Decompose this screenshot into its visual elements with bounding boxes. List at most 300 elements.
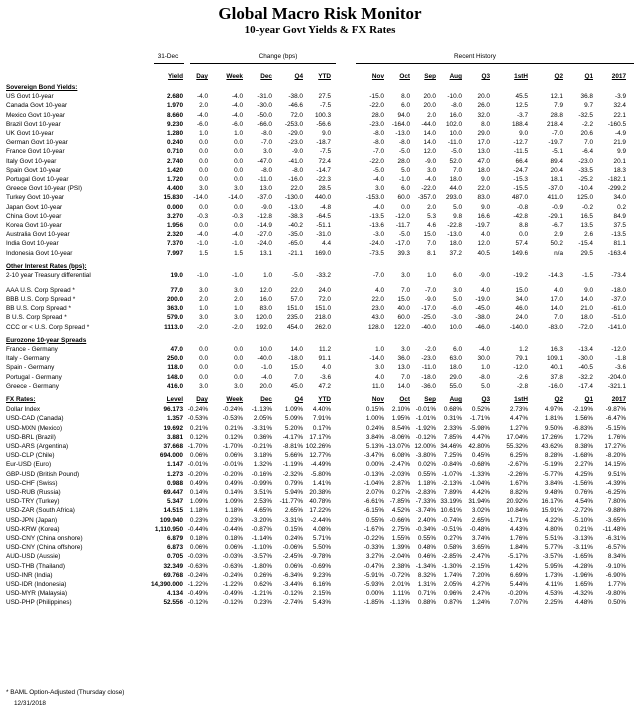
cell-oct: -0.66%	[389, 516, 410, 524]
cell-q2: 218.4	[547, 120, 563, 128]
cell-dec: 4.65%	[253, 507, 272, 515]
cell-nov: -0.47%	[363, 562, 384, 570]
cell-sep: 0.02%	[417, 461, 436, 469]
cell-q1: -33.5	[578, 166, 593, 174]
cell-aug: -5.0	[450, 148, 462, 156]
cell-aug: -8.0	[450, 102, 462, 110]
cell-day: 0.0	[199, 364, 208, 372]
col-header-q4: Q4	[294, 395, 303, 403]
cell-q4: 0.06%	[284, 562, 303, 570]
cell-yield: 4.400	[167, 185, 183, 193]
cell-sep: 3.0	[427, 166, 436, 174]
cell-q1: -32.5	[578, 111, 593, 119]
cell-week: -4.0	[231, 231, 243, 239]
cell-firsth: 1.76%	[509, 534, 528, 542]
cell-yield: 2.320	[167, 231, 183, 239]
cell-ytd: -4.8	[319, 203, 331, 211]
row-label: USD-JPN (Japan)	[6, 516, 58, 524]
col-header-ytd: YTD	[318, 395, 331, 403]
cell-day: -1.0	[196, 240, 208, 248]
cell-day: 0.0	[199, 203, 208, 211]
cell-oct: -8.06%	[389, 433, 410, 441]
cell-sep: 1.31%	[417, 580, 436, 588]
cell-dec: 2.53%	[253, 498, 272, 506]
cell-y2017: 9.51%	[607, 470, 626, 478]
cell-q1: -1.96%	[572, 571, 593, 579]
cell-firsth: 6.25%	[509, 452, 528, 460]
col-header-q3: Q3	[481, 395, 490, 403]
cell-aug: 0.58%	[443, 544, 462, 552]
cell-aug: 3.0	[453, 286, 462, 294]
cell-y2017: -6.57%	[605, 544, 626, 552]
cell-sep: 14.0	[423, 130, 436, 137]
cell-sep: -0.12%	[415, 433, 436, 441]
cell-dec: -14.9	[257, 222, 272, 229]
cell-week: -6.0	[231, 120, 243, 128]
cell-day: 0.0	[199, 139, 208, 147]
cell-ytd: -51.1	[316, 222, 331, 229]
cell-q3: 0.45%	[471, 452, 490, 460]
row-label: USD-MYR (Malaysia)	[6, 590, 68, 598]
cell-yield: 19.692	[163, 424, 183, 432]
cell-q1: -6.83%	[572, 424, 593, 432]
cell-q3: -46.0	[475, 323, 490, 331]
cell-day: -0.44%	[187, 525, 208, 533]
cell-week: 3.0	[234, 286, 243, 294]
cell-q3: 17.0	[477, 139, 490, 147]
cell-q4: -8.81%	[282, 442, 303, 450]
col-header-ytd: YTD	[318, 73, 331, 80]
cell-nov: -22.0	[369, 157, 384, 165]
cell-ytd: 4.4	[322, 240, 331, 248]
cell-day: -2.0	[196, 323, 208, 331]
cell-oct: 7.0	[401, 373, 410, 381]
cell-q1: -15.4	[578, 240, 593, 248]
cell-aug: -13.0	[447, 231, 462, 239]
section-title-text: Other Interest Rates (bps):	[6, 262, 87, 270]
cell-nov: -24.0	[369, 240, 384, 248]
cell-day: 3.0	[199, 185, 208, 193]
cell-firsth: 1.67%	[509, 479, 528, 487]
cell-week: 0.23%	[224, 516, 243, 524]
cell-q3: 32.0	[477, 111, 490, 119]
cell-day: 0.23%	[189, 516, 208, 524]
cell-q3: 16.6	[477, 212, 490, 220]
cell-firsth: 9.0	[519, 130, 528, 137]
cell-oct: 14.0	[397, 382, 410, 390]
cell-q1: 21.0	[580, 305, 593, 313]
cell-q4: -2.45%	[282, 553, 303, 561]
cell-q3: 5.0	[481, 382, 490, 390]
col-header-week: Week	[226, 73, 243, 80]
row-label: German Govt 10-year	[6, 139, 68, 147]
cell-y2017: -3.65%	[605, 516, 626, 524]
cell-week: -0.24%	[222, 406, 243, 414]
cell-y2017: -6.90%	[605, 571, 626, 579]
cell-yield: 2.740	[167, 157, 183, 165]
cell-nov: 3.27%	[365, 553, 384, 561]
cell-q4: -23.0	[288, 139, 303, 147]
cell-sep: -0.01%	[415, 406, 436, 414]
col-header-oct: Oct	[399, 395, 410, 403]
cell-q1: 1.65%	[574, 580, 593, 588]
cell-yield: 14.515	[163, 507, 183, 515]
cell-q2: 15.91%	[541, 507, 563, 515]
cell-q1: 1.72%	[574, 433, 593, 441]
cell-firsth: -2.8	[516, 382, 528, 390]
cell-sep: -1.01%	[415, 415, 436, 423]
cell-oct: -1.0	[398, 176, 410, 183]
cell-y2017: 9.9	[617, 148, 626, 156]
cell-sep: 7.0	[427, 240, 436, 248]
cell-day: 1.0	[199, 305, 208, 313]
col-header-dec: Dec	[260, 395, 272, 403]
cell-firsth: -3.7	[516, 111, 528, 119]
cell-q1: 8.38%	[574, 442, 593, 450]
cell-ytd: 12.77%	[309, 452, 331, 460]
cell-q2: 16.3	[550, 345, 563, 353]
row-label: USD-THB (Thailand)	[6, 562, 65, 570]
cell-dec: 120.0	[256, 314, 272, 322]
cell-q1: 14.0	[580, 295, 593, 303]
cell-yield: 3.881	[167, 433, 183, 441]
cell-oct: 28.0	[397, 157, 410, 165]
cell-dec: 12.0	[259, 286, 272, 294]
cell-q3: 9.0	[481, 176, 490, 183]
row-label: Greece - Germany	[6, 382, 59, 390]
cell-week: 0.0	[234, 203, 243, 211]
cell-week: 0.06%	[224, 544, 243, 552]
cell-q4: 0.79%	[284, 479, 303, 487]
cell-q1: -3.13%	[572, 534, 593, 542]
cell-nov: -13.6	[369, 222, 384, 229]
cell-y2017: -6.47%	[605, 415, 626, 423]
cell-ytd: 0.17%	[312, 424, 331, 432]
cell-nov: -15.0	[369, 93, 384, 101]
history-rule	[356, 63, 634, 64]
cell-ytd: 5.43%	[312, 599, 331, 607]
cell-firsth: 4.47%	[509, 415, 528, 423]
cell-y2017: -321.1	[607, 382, 626, 390]
cell-ytd: 169.0	[315, 249, 331, 257]
cell-dec: -27.0	[257, 231, 272, 239]
cell-aug: 293.0	[446, 194, 462, 202]
cell-sep: 0.46%	[417, 553, 436, 561]
cell-q2: 7.9	[554, 102, 563, 110]
cell-yield: 69.768	[163, 571, 183, 579]
cell-q4: -4.17%	[282, 433, 303, 441]
cell-dec: -1.13%	[251, 406, 272, 414]
cell-yield: 5.347	[167, 498, 183, 506]
cell-nov: 4.0	[375, 373, 384, 381]
history-group-label: Recent History	[454, 53, 496, 60]
cell-q4: -0.12%	[282, 590, 303, 598]
cell-firsth: 57.4	[515, 240, 528, 248]
cell-day: 0.14%	[189, 488, 208, 496]
cell-aug: 0.96%	[443, 590, 462, 598]
cell-ytd: 20.38%	[309, 488, 331, 496]
cell-q4: -38.3	[288, 212, 303, 220]
table-row	[0, 598, 640, 608]
cell-oct: -13.0	[395, 130, 410, 137]
cell-firsth: 1.42%	[509, 562, 528, 570]
cell-y2017: 34.0	[613, 194, 626, 202]
cell-week: -0.3	[231, 212, 243, 220]
cell-ytd: -5.80%	[310, 470, 331, 478]
cell-q3: 42.80%	[468, 442, 490, 450]
cell-oct: 0.0	[401, 203, 410, 211]
cell-nov: -1.85%	[363, 599, 384, 607]
cell-aug: 9.8	[453, 212, 462, 220]
cell-sep: -4.0	[424, 176, 436, 183]
cell-yield: 363.0	[167, 305, 183, 313]
cell-q4: 454.0	[287, 323, 303, 331]
cell-y2017: 0.2	[617, 203, 626, 211]
cell-nov: -5.91%	[363, 571, 384, 579]
cell-week: -1.22%	[222, 580, 243, 588]
cell-sep: -17.0	[421, 305, 436, 313]
cell-aug: -2.85%	[441, 553, 462, 561]
cell-yield: 0.988	[167, 479, 183, 487]
cell-day: -0.12%	[187, 599, 208, 607]
cell-yield: 118.0	[167, 364, 183, 372]
cell-yield: 579.0	[167, 314, 183, 322]
cell-q4: -40.2	[288, 222, 303, 229]
cell-nov: 0.15%	[365, 406, 384, 414]
cell-dec: 1.32%	[253, 461, 272, 469]
cell-firsth: 20.92%	[506, 498, 528, 506]
cell-dec: 20.0	[259, 382, 272, 390]
cell-nov: 43.0	[371, 314, 384, 322]
cell-q4: 22.0	[290, 185, 303, 193]
cell-aug: 10.0	[449, 323, 462, 331]
cell-q2: 1.73%	[544, 571, 563, 579]
cell-y2017: 8.34%	[607, 553, 626, 561]
cell-ytd: 17.22%	[309, 507, 331, 515]
cell-ytd: 102.26%	[305, 442, 331, 450]
cell-sep: -3.80%	[415, 452, 436, 460]
cell-day: 0.06%	[189, 544, 208, 552]
cell-q2: 7.0	[554, 314, 563, 322]
cell-q2: -83.0	[548, 323, 563, 331]
cell-dec: -0.21%	[251, 442, 272, 450]
cell-sep: -44.0	[421, 120, 436, 128]
cell-nov: -23.0	[369, 120, 384, 128]
col-header-q1: Q1	[584, 73, 593, 80]
cell-week: -1.0	[231, 272, 243, 279]
cell-yield: 1.273	[167, 470, 183, 478]
cell-nov: 3.0	[375, 364, 384, 372]
cell-firsth: 79.1	[515, 355, 528, 363]
row-label: USD-CNY (China onshore)	[6, 534, 83, 542]
cell-q3: 4.27%	[471, 580, 490, 588]
cell-q4: -21.1	[288, 249, 303, 257]
cell-dec: -30.0	[257, 102, 272, 110]
report-title: Global Macro Risk Monitor	[218, 4, 422, 23]
cell-day: 0.0	[199, 373, 208, 381]
cell-oct: 13.0	[397, 364, 410, 372]
cell-firsth: -1.71%	[507, 516, 528, 524]
cell-q3: -4.0	[478, 345, 490, 353]
cell-y2017: 21.9	[613, 139, 626, 147]
cell-sep: 4.6	[427, 222, 436, 229]
cell-week: -0.53%	[222, 415, 243, 423]
cell-dec: -24.0	[257, 240, 272, 248]
cell-ytd: -18.7	[316, 139, 331, 147]
row-label: Portugal - Germany	[6, 373, 62, 381]
cell-day: 0.06%	[189, 452, 208, 460]
cell-week: 1.09%	[224, 498, 243, 506]
cell-q4: 14.0	[290, 345, 303, 353]
col-header-nov: Nov	[371, 395, 384, 403]
row-label: USD-PHP (Philippines)	[6, 599, 72, 607]
cell-sep: 8.1	[427, 249, 436, 257]
cell-y2017: -18.0	[611, 286, 626, 294]
cell-firsth: 24.0	[515, 314, 528, 322]
cell-q3: -19.7	[475, 222, 490, 229]
cell-day: 0.21%	[189, 424, 208, 432]
cell-q2: 37.8	[550, 373, 563, 381]
cell-q1: -72.0	[578, 323, 593, 331]
row-label: USD-CAD (Canada)	[6, 415, 64, 423]
row-label: Korea Govt 10-year	[6, 222, 62, 229]
cell-q4: 15.0	[290, 364, 303, 372]
cell-ytd: -31.0	[316, 231, 331, 239]
cell-oct: 6.08%	[391, 452, 410, 460]
cell-dec: -12.8	[257, 212, 272, 220]
row-label: AAA U.S. Corp Spread *	[6, 286, 75, 294]
cell-y2017: 18.3	[613, 166, 626, 174]
cell-week: 0.0	[234, 139, 243, 147]
cell-q3: -2.15%	[469, 562, 490, 570]
cell-firsth: -19.2	[513, 272, 528, 279]
cell-firsth: -11.5	[513, 148, 528, 156]
cell-dec: 3.0	[263, 148, 272, 156]
cell-aug: 33.19%	[440, 498, 462, 506]
cell-y2017: -182.1	[607, 176, 626, 183]
col-header-sep: Sep	[424, 395, 436, 403]
cell-q4: -46.6	[288, 102, 303, 110]
cell-q1: 1.56%	[574, 415, 593, 423]
cell-yield: 19.0	[170, 272, 183, 279]
cell-week: -2.0	[231, 323, 243, 331]
cell-yield: 8.660	[167, 111, 183, 119]
cell-day: -1.0	[196, 272, 208, 279]
cell-q2: 18.1	[550, 176, 563, 183]
cell-week: 3.0	[234, 382, 243, 390]
cell-sep: 1.0	[427, 272, 436, 279]
cell-firsth: 4.43%	[509, 525, 528, 533]
cell-sep: -9.0	[424, 157, 436, 165]
cell-oct: 2.10%	[391, 406, 410, 414]
cell-day: -0.63%	[187, 562, 208, 570]
cell-oct: 40.0	[397, 305, 410, 313]
cell-dec: 0.62%	[253, 580, 272, 588]
cell-sep: -40.0	[421, 323, 436, 331]
cell-ytd: 7.91%	[312, 415, 331, 423]
cell-q2: 40.1	[550, 364, 563, 372]
cell-day: -0.53%	[187, 415, 208, 423]
cell-aug: 37.2	[449, 249, 462, 257]
cell-y2017: -163.4	[607, 249, 626, 257]
cell-ytd: -33.2	[316, 272, 331, 279]
cell-oct: -2.03%	[389, 470, 410, 478]
cell-firsth: 487.0	[512, 194, 528, 202]
cell-q2: 5.95%	[544, 562, 563, 570]
cell-q2: 2.9	[554, 231, 563, 239]
cell-yield: 1.280	[167, 130, 183, 137]
cell-y2017: 22.1	[613, 111, 626, 119]
cell-ytd: 2.15%	[312, 590, 331, 598]
cell-day: 3.0	[199, 382, 208, 390]
cell-ytd: -7.5	[319, 102, 331, 110]
row-label: USD-BRL (Brazil)	[6, 433, 56, 441]
cell-ytd: 47.2	[318, 382, 331, 390]
cell-oct: 8.54%	[391, 424, 410, 432]
cell-week: 1.18%	[224, 507, 243, 515]
cell-nov: -0.13%	[363, 470, 384, 478]
cell-firsth: 149.6	[512, 249, 528, 257]
cell-dec: -31.0	[257, 93, 272, 101]
cell-day: 3.0	[199, 286, 208, 294]
row-label: Canada Govt 10-year	[6, 102, 68, 110]
cell-nov: 0.24%	[365, 424, 384, 432]
row-label: India Govt 10-year	[6, 240, 59, 248]
cell-week: 0.49%	[224, 479, 243, 487]
cell-firsth: 15.0	[515, 286, 528, 294]
cell-day: -0.24%	[187, 406, 208, 414]
cell-oct: 36.0	[397, 355, 410, 363]
row-label: Mexico Govt 10-year	[6, 111, 65, 119]
cell-q2: -19.7	[548, 139, 563, 147]
cell-aug: 7.25%	[443, 452, 462, 460]
cell-q4: 5.66%	[284, 452, 303, 460]
cell-q2: -5.77%	[542, 470, 563, 478]
cell-q3: 2.65%	[471, 516, 490, 524]
cell-y2017: -51.0	[611, 314, 626, 322]
cell-dec: -40.0	[257, 355, 272, 363]
col-header-day: Day	[196, 73, 208, 80]
cell-q3: 4.0	[481, 231, 490, 239]
cell-q3: 4.47%	[471, 433, 490, 441]
cell-q2: -5.1	[551, 148, 563, 156]
cell-y2017: -204.0	[607, 373, 626, 381]
cell-q2: 4.97%	[544, 406, 563, 414]
cell-dec: 3.51%	[253, 488, 272, 496]
cell-sep: -11.0	[421, 364, 436, 372]
cell-sep: 15.0	[423, 231, 436, 239]
row-label: France - Germany	[6, 345, 58, 353]
cell-week: -4.0	[231, 102, 243, 110]
cell-day: -14.0	[193, 194, 208, 202]
cell-q4: 5.09%	[284, 415, 303, 423]
cell-q3: 4.0	[481, 286, 490, 294]
cell-week: 0.0	[234, 157, 243, 165]
cell-ytd: 28.5	[318, 185, 331, 193]
cell-nov: 0.55%	[365, 516, 384, 524]
cell-week: 3.0	[234, 314, 243, 322]
cell-nov: -22.0	[369, 102, 384, 110]
cell-y2017: 84.9	[613, 212, 626, 220]
cell-day: -0.01%	[187, 461, 208, 469]
cell-q2: 5.51%	[544, 534, 563, 542]
cell-day: -0.49%	[187, 590, 208, 598]
cell-firsth: 0.0	[519, 231, 528, 239]
cell-oct: 3.0	[401, 345, 410, 353]
cell-sep: 8.32%	[417, 571, 436, 579]
cell-day: 0.0	[199, 355, 208, 363]
cell-oct: -13.07%	[386, 442, 410, 450]
